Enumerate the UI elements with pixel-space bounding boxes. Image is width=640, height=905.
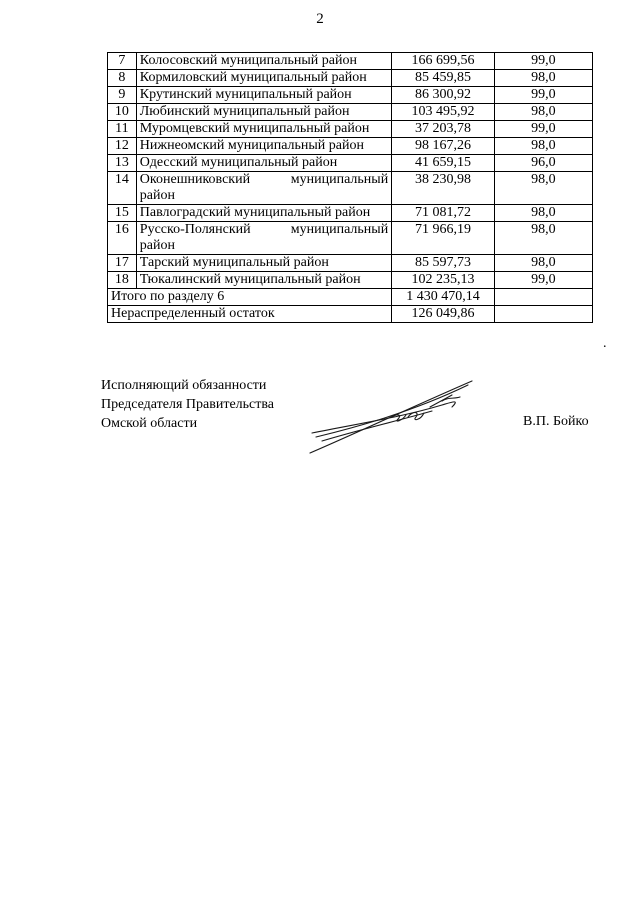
table-row — [108, 172, 593, 205]
table-row — [108, 70, 593, 87]
total-row — [108, 289, 593, 306]
allocation-amount: 85 459,85 — [392, 70, 495, 87]
percentage-value: 99,0 — [494, 121, 592, 138]
table-row — [108, 138, 593, 155]
allocation-amount: 71 081,72 — [392, 205, 495, 222]
allocation-amount: 86 300,92 — [392, 87, 495, 104]
district-name: Нижнеомский муниципальный район — [136, 138, 391, 155]
percentage-value: 96,0 — [494, 155, 592, 172]
trailing-mark: . — [603, 336, 607, 351]
percentage-value: 99,0 — [494, 87, 592, 104]
district-name-line-2: район — [139, 238, 175, 253]
row-number: 18 — [108, 272, 137, 289]
handwritten-signature — [302, 377, 477, 457]
total-row-empty-cell — [494, 289, 592, 306]
percentage-value: 98,0 — [494, 172, 592, 205]
district-name: Одесский муниципальный район — [136, 155, 391, 172]
table-row — [108, 53, 593, 70]
table-row — [108, 155, 593, 172]
remainder-row-amount: 126 049,86 — [392, 306, 495, 323]
percentage-value: 98,0 — [494, 70, 592, 87]
table-row — [108, 272, 593, 289]
allocation-amount: 38 230,98 — [392, 172, 495, 205]
allocation-amount: 103 495,92 — [392, 104, 495, 121]
allocation-amount: 85 597,73 — [392, 255, 495, 272]
row-number: 15 — [108, 205, 137, 222]
allocation-amount: 102 235,13 — [392, 272, 495, 289]
allocation-amount: 37 203,78 — [392, 121, 495, 138]
district-name: Тюкалинский муниципальный район — [136, 272, 391, 289]
remainder-row — [108, 306, 593, 323]
allocation-amount: 98 167,26 — [392, 138, 495, 155]
total-row-label: Итого по разделу 6 — [108, 289, 392, 306]
table-row — [108, 222, 593, 255]
table-row — [108, 121, 593, 138]
row-number: 16 — [108, 222, 137, 255]
district-name: Кормиловский муниципальный район — [136, 70, 391, 87]
row-number: 8 — [108, 70, 137, 87]
signer-name: В.П. Бойко — [523, 414, 589, 429]
percentage-value: 99,0 — [494, 272, 592, 289]
table-row — [108, 255, 593, 272]
district-name: Тарский муниципальный район — [136, 255, 391, 272]
district-name — [136, 222, 391, 255]
district-name: Колосовский муниципальный район — [136, 53, 391, 70]
row-number: 17 — [108, 255, 137, 272]
percentage-value: 98,0 — [494, 138, 592, 155]
table-body — [108, 53, 593, 323]
allocation-amount: 166 699,56 — [392, 53, 495, 70]
signer-title — [101, 376, 274, 433]
district-name: Муромцевский муниципальный район — [136, 121, 391, 138]
row-number: 7 — [108, 53, 137, 70]
signer-title-line-2: Председателя Правительства — [101, 397, 275, 412]
row-number: 13 — [108, 155, 137, 172]
allocation-table — [107, 52, 593, 323]
signer-title-line-3: Омской области — [101, 416, 198, 431]
row-number: 11 — [108, 121, 137, 138]
district-name-line-2: район — [139, 188, 175, 203]
row-number: 14 — [108, 172, 137, 205]
district-name — [136, 172, 391, 205]
district-name-line-1: Русско-Полянский муниципальный — [139, 222, 389, 237]
percentage-value: 98,0 — [494, 205, 592, 222]
remainder-row-label: Нераспределенный остаток — [108, 306, 392, 323]
percentage-value: 98,0 — [494, 255, 592, 272]
percentage-value: 99,0 — [494, 53, 592, 70]
allocation-amount: 71 966,19 — [392, 222, 495, 255]
row-number: 9 — [108, 87, 137, 104]
percentage-value: 98,0 — [494, 104, 592, 121]
row-number: 12 — [108, 138, 137, 155]
page-number: 2 — [316, 11, 324, 27]
total-row-amount: 1 430 470,14 — [392, 289, 495, 306]
district-name: Павлоградский муниципальный район — [136, 205, 391, 222]
percentage-value: 98,0 — [494, 222, 592, 255]
row-number: 10 — [108, 104, 137, 121]
table-row — [108, 104, 593, 121]
district-name: Любинский муниципальный район — [136, 104, 391, 121]
remainder-row-empty-cell — [494, 306, 592, 323]
district-name: Крутинский муниципальный район — [136, 87, 391, 104]
table-row — [108, 87, 593, 104]
allocation-amount: 41 659,15 — [392, 155, 495, 172]
district-name-line-1: Оконешниковский муниципальный — [139, 172, 389, 187]
table-row — [108, 205, 593, 222]
signer-title-line-1: Исполняющий обязанности — [101, 378, 267, 393]
